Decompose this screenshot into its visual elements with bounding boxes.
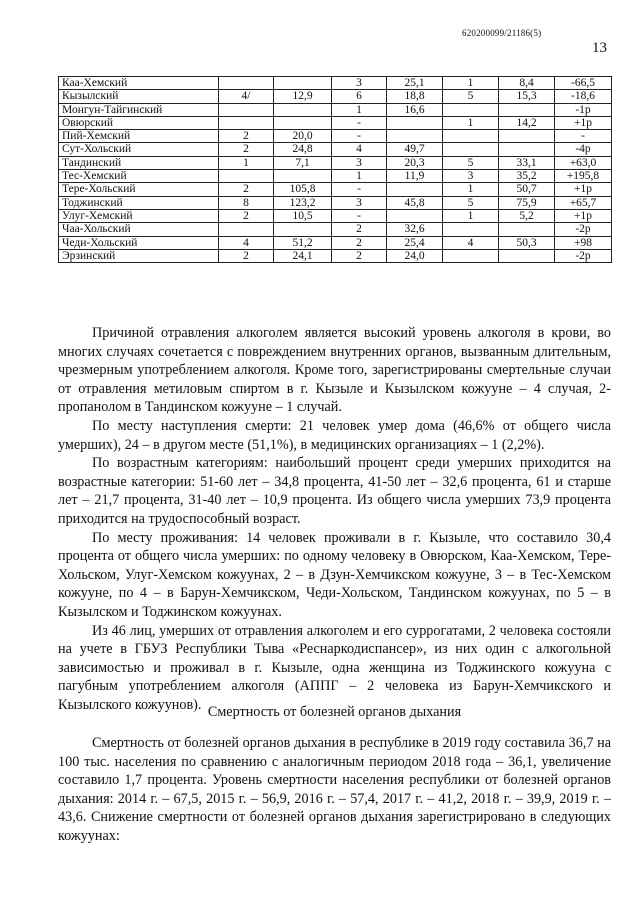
paragraph: По месту проживания: 14 человек проживали в г. Кызыле, что составило 30,4 процента от общего числа умерших: по одному человеку в Овюрском, Каа-Хемском, Тере-Хольском, Улуг-Хемском кожуунах, 2 – в Дзун-Хемчикском кожууне, 3 – в Тес-Хемском кожууне, по 4 – в Барун-Хемчикском, Чеди-Хольском, Тандинском кожуунах, по 5 – в Кызылском и Тоджинском кожуунах. [58, 529, 611, 620]
table-cell: 2 [332, 236, 387, 249]
table-cell-district: Тандинский [59, 156, 219, 169]
table-row [59, 196, 612, 209]
paragraph: Причиной отравления алкоголем является высокий уровень алкоголя в крови, во многих случаях сочетается с повреждением внутренних органов, вызванным длительным, чрезмерным употреблением алкоголя. Кроме того, зарегистрированы смертельные случаи от отравления метиловым спиртом в г. Кызыле и Кызылском кожууне – 4 случая, 2-пропанолом в Тандинском кожууне – 1 случай. [58, 325, 611, 416]
table-cell: 75,9 [499, 196, 555, 209]
table-cell: +1р [555, 183, 612, 196]
table-body [59, 77, 612, 263]
table-cell: 25,1 [387, 77, 443, 90]
table-cell [274, 77, 332, 90]
table-row [59, 170, 612, 183]
table-cell-district: Эрзинский [59, 249, 219, 262]
table-cell-district: Пий-Хемский [59, 130, 219, 143]
table-cell: - [332, 130, 387, 143]
table-cell [219, 77, 274, 90]
table-cell: +1р [555, 116, 612, 129]
table-cell: -2р [555, 249, 612, 262]
table-row [59, 90, 612, 103]
paragraph: Из 46 лиц, умерших от отравления алкоголем и его суррогатами, 2 человека состояли на учете в ГБУЗ Республики Тыва «Реснаркодиспансер», из них один с алкогольной зависимостью и проживал в г. Кызыле, одна женщина из Тоджинского кожууна с пагубным употреблением алкоголя (АППГ – 2 человека из Барун-Хемчикского и Кызылского кожуунов). [58, 622, 611, 713]
paragraph: Смертность от болезней органов дыхания в республике в 2019 году составила 36,7 на 100 тыс. населения по сравнению с аналогичным периодом 2018 года – 36,1, увеличение составило 1,7 процента. Уровень смертности населения республики от болезней органов дыхания: 2014 г. – 67,5, 2015 г. – 56,9, 2016 г. – 57,4, 2017 г. – 41,2, 2018 г. – 39,9, 2019 г. – 43,6. Снижение смертности от болезней органов дыхания зарегистрировано в следующих кожуунах: [58, 735, 611, 844]
table-cell [443, 143, 499, 156]
table-cell: 1 [332, 170, 387, 183]
table-cell: 2 [219, 130, 274, 143]
table-cell: +65,7 [555, 196, 612, 209]
table-cell: -4р [555, 143, 612, 156]
table-cell: 2 [332, 223, 387, 236]
table-cell: 7,1 [274, 156, 332, 169]
table-cell [387, 183, 443, 196]
table-cell: 4 [443, 236, 499, 249]
table-cell: 3 [443, 170, 499, 183]
table-cell: 2 [332, 249, 387, 262]
table-cell: - [555, 130, 612, 143]
table-cell: 33,1 [499, 156, 555, 169]
table-cell: -66,5 [555, 77, 612, 90]
table-cell-district: Улуг-Хемский [59, 209, 219, 222]
table-cell [274, 103, 332, 116]
table-cell: 3 [332, 196, 387, 209]
table-cell: 49,7 [387, 143, 443, 156]
table-cell: 18,8 [387, 90, 443, 103]
table-row [59, 143, 612, 156]
table-cell [219, 170, 274, 183]
table-cell: 105,8 [274, 183, 332, 196]
document-id: 620200099/21186(5) [462, 28, 542, 38]
table-row [59, 249, 612, 262]
table-cell [274, 170, 332, 183]
table-cell [274, 116, 332, 129]
table-cell: 20,3 [387, 156, 443, 169]
table-cell: 8,4 [499, 77, 555, 90]
table-cell [443, 249, 499, 262]
table-cell: 5,2 [499, 209, 555, 222]
table-cell-district: Кызылский [59, 90, 219, 103]
table-cell [219, 223, 274, 236]
table-cell: 5 [443, 196, 499, 209]
table-cell: 11,9 [387, 170, 443, 183]
table-cell-district: Тере-Хольский [59, 183, 219, 196]
table-cell: 1 [332, 103, 387, 116]
table-cell: 4 [219, 236, 274, 249]
table-cell: 4 [332, 143, 387, 156]
table-cell: 1 [443, 77, 499, 90]
table-row [59, 236, 612, 249]
table-row [59, 156, 612, 169]
table-row [59, 223, 612, 236]
table-cell: 2 [219, 183, 274, 196]
table-cell-district: Чеди-Хольский [59, 236, 219, 249]
table-cell: 35,2 [499, 170, 555, 183]
table-row [59, 130, 612, 143]
table-cell: 2 [219, 209, 274, 222]
table-cell: -18,6 [555, 90, 612, 103]
table-cell: 5 [443, 90, 499, 103]
table-cell: 12,9 [274, 90, 332, 103]
table-cell: 24,0 [387, 249, 443, 262]
table-cell [219, 103, 274, 116]
table-cell: 1 [219, 156, 274, 169]
table-cell: 51,2 [274, 236, 332, 249]
table-row [59, 209, 612, 222]
table-cell: 123,2 [274, 196, 332, 209]
table-cell [443, 130, 499, 143]
table-cell: +98 [555, 236, 612, 249]
table-cell: - [332, 209, 387, 222]
table-cell: 1 [443, 183, 499, 196]
table-row [59, 116, 612, 129]
table-cell: 15,3 [499, 90, 555, 103]
table-cell [499, 130, 555, 143]
table-cell-district: Чаа-Хольский [59, 223, 219, 236]
table-cell-district: Тоджинский [59, 196, 219, 209]
paragraph: По возрастным категориям: наибольший процент среди умерших приходится на возрастные категории: 51-60 лет – 34,8 процента, 41-50 лет – 32,6 процента, 61 и старше лет – 21,7 процента, 31-40 лет – 10,9 процента. Из общего числа умерших 73,9 процента приходится на трудоспособный возраст. [58, 455, 611, 527]
table-cell: 6 [332, 90, 387, 103]
table-cell: 24,8 [274, 143, 332, 156]
table-cell-district: Сут-Хольский [59, 143, 219, 156]
table-cell: 24,1 [274, 249, 332, 262]
table-cell [219, 116, 274, 129]
paragraph: По месту наступления смерти: 21 человек умер дома (46,6% от общего числа умерших), 24 – в другом месте (51,1%), в медицинских организациях – 1 (2,2%). [58, 417, 611, 453]
table-cell: 45,8 [387, 196, 443, 209]
table-cell: 2 [219, 143, 274, 156]
table-cell [443, 223, 499, 236]
table-cell [499, 103, 555, 116]
table-cell: 10,5 [274, 209, 332, 222]
table-cell: 14,2 [499, 116, 555, 129]
table-cell: 25,4 [387, 236, 443, 249]
table-cell: -1р [555, 103, 612, 116]
table-cell: - [332, 183, 387, 196]
table-cell: 2 [219, 249, 274, 262]
table-cell: +1р [555, 209, 612, 222]
table-cell: 1 [443, 116, 499, 129]
table-cell-district: Овюрский [59, 116, 219, 129]
table-cell: 50,3 [499, 236, 555, 249]
table-cell [387, 209, 443, 222]
table-row [59, 77, 612, 90]
table-row [59, 103, 612, 116]
text-block-1 [58, 324, 611, 714]
table-cell: 3 [332, 156, 387, 169]
page-number: 13 [592, 40, 607, 56]
table-cell: +63,0 [555, 156, 612, 169]
table-cell-district: Монгун-Тайгинский [59, 103, 219, 116]
table-cell [387, 130, 443, 143]
section-heading: Смертность от болезней органов дыхания [207, 704, 462, 720]
table-cell: 16,6 [387, 103, 443, 116]
table-cell: - [332, 116, 387, 129]
table-cell-district: Каа-Хемский [59, 77, 219, 90]
table-cell [499, 143, 555, 156]
table-cell: 50,7 [499, 183, 555, 196]
table-row [59, 183, 612, 196]
table-cell: -2р [555, 223, 612, 236]
table-cell [443, 103, 499, 116]
table-cell [387, 116, 443, 129]
table-cell: 20,0 [274, 130, 332, 143]
table-cell: 3 [332, 77, 387, 90]
table-cell [499, 249, 555, 262]
table-cell [499, 223, 555, 236]
table-cell: +195,8 [555, 170, 612, 183]
table-cell: 8 [219, 196, 274, 209]
mortality-table [58, 76, 612, 263]
table-cell: 1 [443, 209, 499, 222]
table-cell: 32,6 [387, 223, 443, 236]
text-block-2 [58, 734, 611, 846]
table-cell: 5 [443, 156, 499, 169]
table-cell-district: Тес-Хемский [59, 170, 219, 183]
table-cell [274, 223, 332, 236]
table-cell: 4/ [219, 90, 274, 103]
